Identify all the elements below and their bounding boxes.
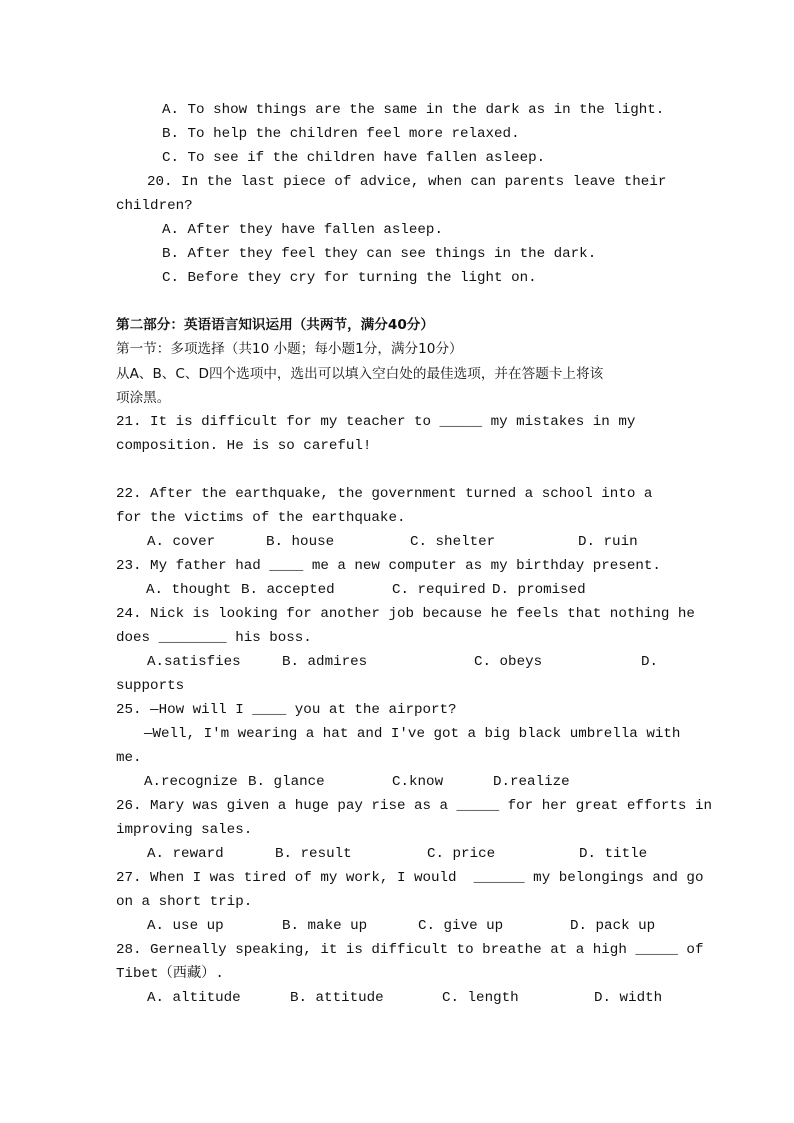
q20-option-c: C. Before they cry for turning the light on. xyxy=(162,270,537,286)
q27-option-c: C. give up xyxy=(418,918,504,934)
q24-option-b: B. admires xyxy=(282,654,368,670)
section1-title: 第一节：多项选择（共10 小题；每小题1分，满分10分） xyxy=(116,341,463,357)
q23-stem: 23. My father had ____ me a new computer as my birthday present. xyxy=(116,558,661,574)
q26-option-d: D. title xyxy=(579,846,648,862)
instruction-line2: 项涂黑。 xyxy=(116,390,171,406)
q27-option-b: B. make up xyxy=(282,918,368,934)
q24-option-c: C. obeys xyxy=(474,654,543,670)
q27-stem: 27. When I was tired of my work, I would ______ my belongings and go xyxy=(116,870,704,886)
q28-option-b: B. attitude xyxy=(290,990,384,1006)
q26-option-a: A. reward xyxy=(147,846,224,862)
q20-stem-cont: children? xyxy=(116,198,193,214)
q20-option-a: A. After they have fallen asleep. xyxy=(162,222,443,238)
q23-option-b: B. accepted xyxy=(241,582,335,598)
part2-title: 第二部分：英语语言知识运用（共两节，满分40分） xyxy=(116,317,434,333)
q25-stem: 25. —How will I ____ you at the airport? xyxy=(116,702,457,718)
q28-stem-cont: Tibet（西藏）. xyxy=(116,966,224,982)
q22-option-a: A. cover xyxy=(147,534,216,550)
q21-stem-cont: composition. He is so careful! xyxy=(116,438,372,454)
q25-option-d: D.realize xyxy=(493,774,570,790)
q23-option-a: A. thought xyxy=(146,582,232,598)
instruction-line1: 从A、B、C、D四个选项中，选出可以填入空白处的最佳选项，并在答题卡上将该 xyxy=(116,366,604,382)
q27-option-d: D. pack up xyxy=(570,918,656,934)
q19-option-c: C. To see if the children have fallen asleep. xyxy=(162,150,546,166)
q24-stem-cont: does ________ his boss. xyxy=(116,630,312,646)
q28-option-c: C. length xyxy=(442,990,519,1006)
q25-option-c: C.know xyxy=(392,774,444,790)
q26-stem: 26. Mary was given a huge pay rise as a _____ for her great efforts in xyxy=(116,798,712,814)
q24-option-d-text: supports xyxy=(116,678,185,694)
q23-option-d: D. promised xyxy=(492,582,586,598)
q19-option-a: A. To show things are the same in the dark as in the light. xyxy=(162,102,665,118)
q21-stem: 21. It is difficult for my teacher to _____ my mistakes in my xyxy=(116,414,636,430)
q28-stem: 28. Gerneally speaking, it is difficult to breathe at a high _____ of xyxy=(116,942,704,958)
q22-option-c: C. shelter xyxy=(410,534,496,550)
q25-dialogue: —Well, I'm wearing a hat and I've got a big black umbrella with xyxy=(144,726,681,742)
q22-option-d: D. ruin xyxy=(578,534,638,550)
q25-option-a: A.recognize xyxy=(144,774,238,790)
q25-dialogue-cont: me. xyxy=(116,750,142,766)
q27-stem-cont: on a short trip. xyxy=(116,894,253,910)
q28-option-a: A. altitude xyxy=(147,990,241,1006)
q22-stem: 22. After the earthquake, the government turned a school into a xyxy=(116,486,653,502)
q25-option-b: B. glance xyxy=(248,774,325,790)
q20-option-b: B. After they feel they can see things in the dark. xyxy=(162,246,597,262)
q23-option-c: C. required xyxy=(392,582,486,598)
q20-stem: 20. In the last piece of advice, when can parents leave their xyxy=(147,174,667,190)
q28-option-d: D. width xyxy=(594,990,663,1006)
q24-option-d: D. xyxy=(641,654,659,670)
q26-option-b: B. result xyxy=(275,846,352,862)
q27-option-a: A. use up xyxy=(147,918,224,934)
q24-option-a: A.satisfies xyxy=(147,654,241,670)
q22-stem-cont: for the victims of the earthquake. xyxy=(116,510,406,526)
q19-option-b: B. To help the children feel more relaxed. xyxy=(162,126,520,142)
q26-option-c: C. price xyxy=(427,846,496,862)
q22-option-b: B. house xyxy=(266,534,335,550)
q26-stem-cont: improving sales. xyxy=(116,822,253,838)
q24-stem: 24. Nick is looking for another job because he feels that nothing he xyxy=(116,606,695,622)
